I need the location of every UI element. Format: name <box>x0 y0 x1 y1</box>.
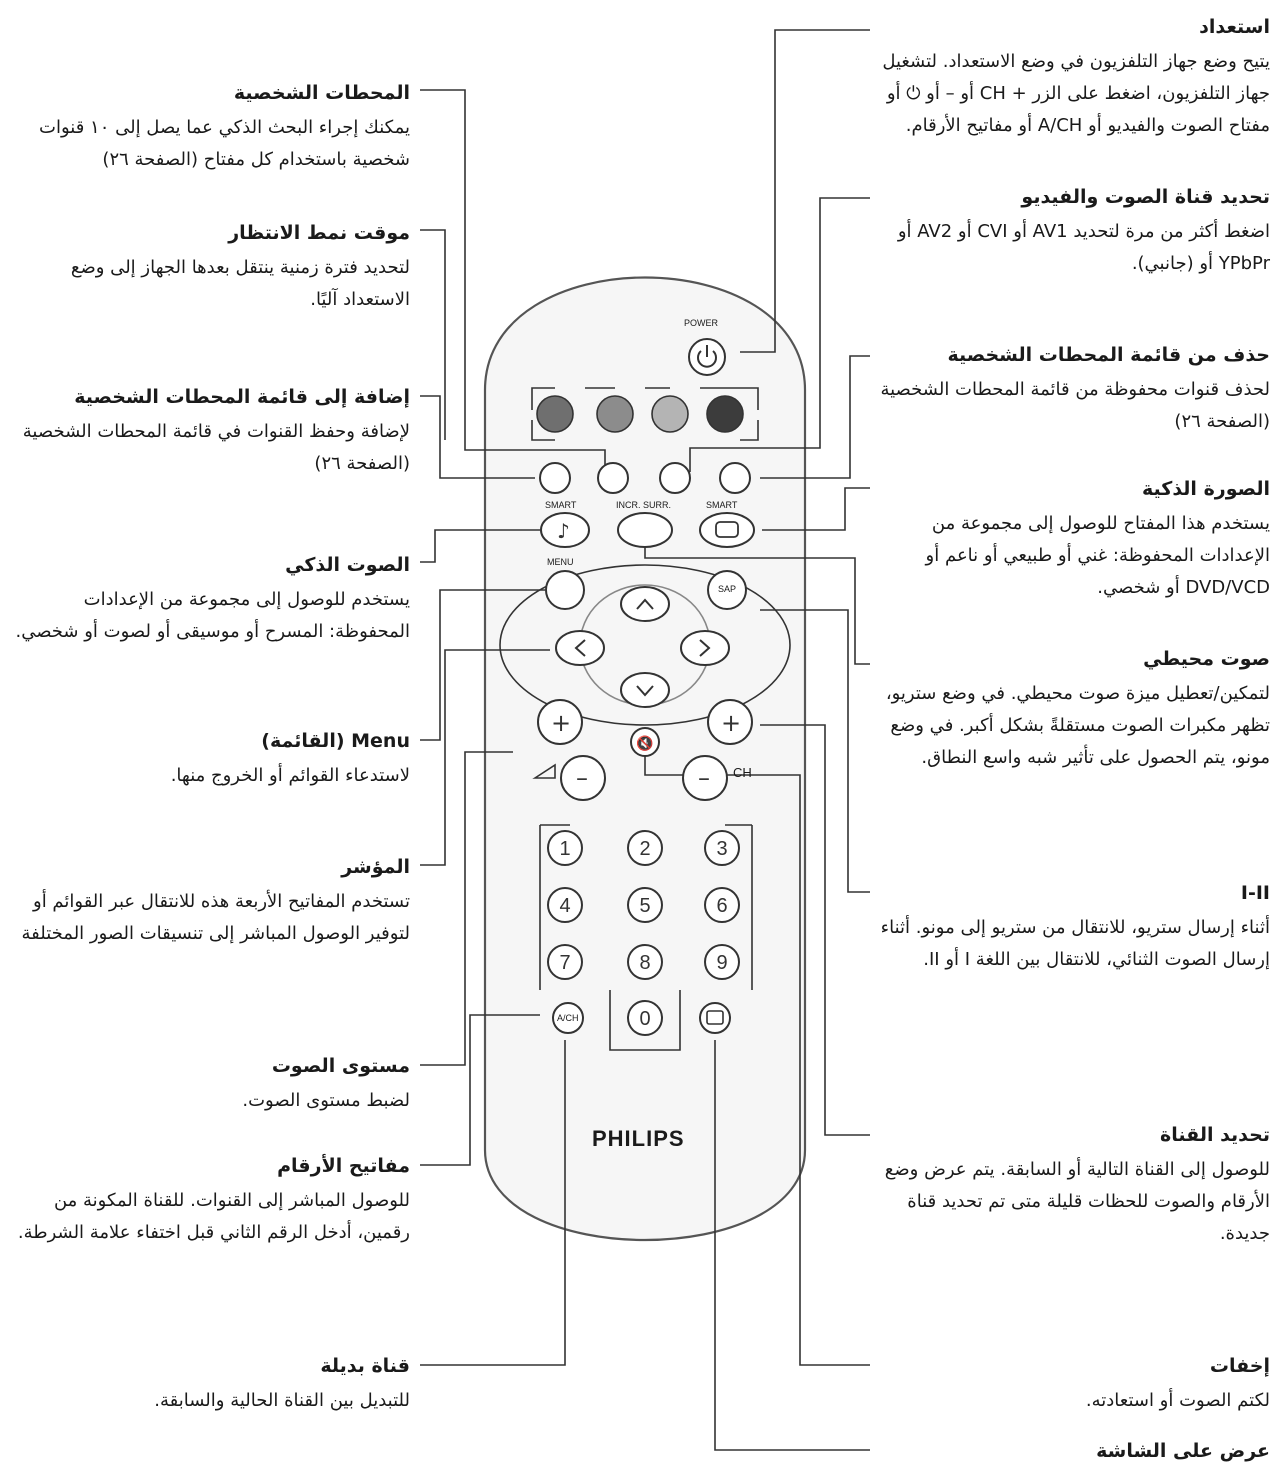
callout-body: لإضافة وحفظ القنوات في قائمة المحطات الشخصية (الصفحة ٢٦) <box>22 421 410 474</box>
callout-cursor <box>10 854 410 950</box>
callout-body: تستخدم المفاتيح الأربعة هذه للانتقال عبر القوائم أو لتوفير الوصول المباشر إلى تنسيقات الصور المختلفة <box>21 891 410 944</box>
color-key-3 <box>652 396 688 432</box>
leader-standby <box>740 30 870 352</box>
callout-av-select <box>880 184 1270 280</box>
callout-sleep-timer <box>10 220 410 316</box>
minus-icon: – <box>576 764 588 792</box>
add-personal-button <box>540 463 570 493</box>
smart-picture-button <box>700 513 754 547</box>
menu-button <box>546 571 584 609</box>
minus-icon: – <box>698 764 710 792</box>
digit-label: 3 <box>716 838 728 860</box>
digit-label: 4 <box>559 895 571 917</box>
callout-body: يستخدم هذا المفتاح للوصول إلى مجموعة من الإعدادات المحفوظة: غني أو طبيعي أو ناعم أو DVD/VCD أو شخصي. <box>925 513 1270 598</box>
callout-title: حذف من قائمة المحطات الشخصية <box>947 344 1270 366</box>
callout-body: للوصول إلى القناة التالية أو السابقة. يتم عرض وضع الأرقام والصوت للحظات قليلة متى تم تحديد قناة جديدة. <box>884 1159 1270 1244</box>
callout-volume <box>10 1053 410 1117</box>
digit-label: 1 <box>559 838 571 860</box>
menu-label: MENU <box>547 557 574 567</box>
callout-title: الصوت الذكي <box>285 554 410 576</box>
callout-dual-sound <box>880 880 1270 976</box>
callout-body: يستخدم للوصول إلى مجموعة من الإعدادات المحفوظة: المسرح أو موسيقى أو لصوت أو شخصي. <box>15 589 410 642</box>
cursor-down-button <box>621 673 669 707</box>
callout-title: المؤشر <box>341 856 410 878</box>
power-label: POWER <box>684 318 719 328</box>
callout-alt-channel <box>10 1353 410 1417</box>
av-button <box>660 463 690 493</box>
mute-icon: 🔇 <box>636 736 654 752</box>
callout-menu <box>10 728 410 792</box>
callout-title: إخفات <box>1209 1355 1270 1377</box>
digit-label: 2 <box>639 838 651 860</box>
smart-left-label: SMART <box>545 500 577 510</box>
plus-icon: + <box>721 709 742 737</box>
callout-body: للوصول المباشر إلى القنوات. للقناة المكونة من رقمين، أدخل الرقم الثاني قبل اختفاء علامة الشرطة. <box>17 1190 410 1243</box>
callout-title: مستوى الصوت <box>271 1055 410 1077</box>
plus-icon: + <box>551 709 572 737</box>
callout-body: اضغط أكثر من مرة لتحديد AV1 أو CVI أو AV2 أو YPbPr أو (جانبي). <box>897 221 1270 274</box>
callout-title: الصورة الذكية <box>1142 478 1270 500</box>
callout-body: لتمكين/تعطيل ميزة صوت محيطي. في وضع ستريو، تظهر مكبرات الصوت مستقلةً بشكل أكبر. في وضع مونو، يتم الحصول على تأثير شبه واسع النطاق. <box>885 683 1270 768</box>
callout-title: عرض على الشاشة <box>1096 1440 1270 1462</box>
digit-label: 5 <box>639 895 651 917</box>
callout-number-keys <box>10 1153 410 1249</box>
callout-smart-sound <box>10 552 410 648</box>
callout-body: أثناء إرسال ستريو، للانتقال من ستريو إلى مونو. أثناء إرسال الصوت الثنائي، للانتقال بين اللغة I أو II. <box>880 917 1270 970</box>
ch-label: CH <box>733 765 752 780</box>
callout-standby <box>880 14 1270 142</box>
callout-body: لكتم الصوت أو استعادته. <box>1085 1390 1270 1411</box>
callout-surround <box>880 646 1270 774</box>
sleep-timer-button <box>598 463 628 493</box>
callout-mute <box>880 1353 1270 1417</box>
callout-add-personal <box>10 384 410 480</box>
color-key-1 <box>537 396 573 432</box>
digit-label: 7 <box>559 952 571 974</box>
digit-label: 6 <box>716 895 728 917</box>
cursor-left-button <box>556 631 604 665</box>
callout-body: يتيح وضع جهاز التلفزيون في وضع الاستعداد. لتشغيل جهاز التلفزيون، اضغط على الزر + CH أو – أو ⏻ أو مفتاح الصوت والفيديو أو A/CH أو مفاتيح الأرقام. <box>882 51 1270 136</box>
callout-body: لضبط مستوى الصوت. <box>242 1090 410 1111</box>
callout-title: Menu (القائمة) <box>261 730 410 752</box>
callout-title: صوت محيطي <box>1143 648 1270 670</box>
callout-body: لتحديد فترة زمنية ينتقل بعدها الجهاز إلى وضع الاستعداد آليًا. <box>70 257 410 310</box>
delete-personal-button <box>720 463 750 493</box>
callout-osd <box>880 1438 1270 1470</box>
osd-button <box>700 1003 730 1033</box>
incr-surr-label: INCR. SURR. <box>616 500 672 510</box>
color-key-4 <box>707 396 743 432</box>
incr-surr-button <box>618 513 672 547</box>
ach-label: A/CH <box>557 1013 579 1023</box>
callout-channel-select <box>880 1122 1270 1250</box>
callout-body: للتبديل بين القناة الحالية والسابقة. <box>154 1390 410 1411</box>
callout-title: I-II <box>1240 882 1270 904</box>
callout-title: إضافة إلى قائمة المحطات الشخصية <box>74 386 410 408</box>
callout-title: تحديد القناة <box>1160 1124 1270 1146</box>
cursor-up-button <box>621 587 669 621</box>
callout-title: موقت نمط الانتظار <box>228 222 410 244</box>
callout-title: تحديد قناة الصوت والفيديو <box>1021 186 1270 208</box>
sap-label: SAP <box>718 584 737 594</box>
callout-personal-stations <box>10 80 410 176</box>
callout-title: مفاتيح الأرقام <box>277 1155 410 1177</box>
leader-sleep-timer <box>420 230 445 440</box>
callout-smart-picture <box>880 476 1270 604</box>
callout-delete-personal <box>880 342 1270 438</box>
digit-label: 9 <box>716 952 728 974</box>
note-icon: ♪ <box>557 519 570 543</box>
digit-label: 0 <box>639 1008 651 1030</box>
brand-logo: PHILIPS <box>592 1126 685 1151</box>
callout-title: المحطات الشخصية <box>233 82 410 104</box>
digit-label: 8 <box>639 952 651 974</box>
callout-body: لحذف قنوات محفوظة من قائمة المحطات الشخصية (الصفحة ٢٦) <box>880 379 1270 432</box>
smart-right-label: SMART <box>706 500 738 510</box>
callout-body: يمكنك إجراء البحث الذكي عما يصل إلى ١٠ قنوات شخصية باستخدام كل مفتاح (الصفحة ٢٦) <box>39 117 410 170</box>
callout-title: استعداد <box>1199 16 1270 38</box>
color-key-2 <box>597 396 633 432</box>
cursor-right-button <box>681 631 729 665</box>
callout-title: قناة بديلة <box>320 1355 410 1377</box>
callout-body: لاستدعاء القوائم أو الخروج منها. <box>170 765 410 786</box>
